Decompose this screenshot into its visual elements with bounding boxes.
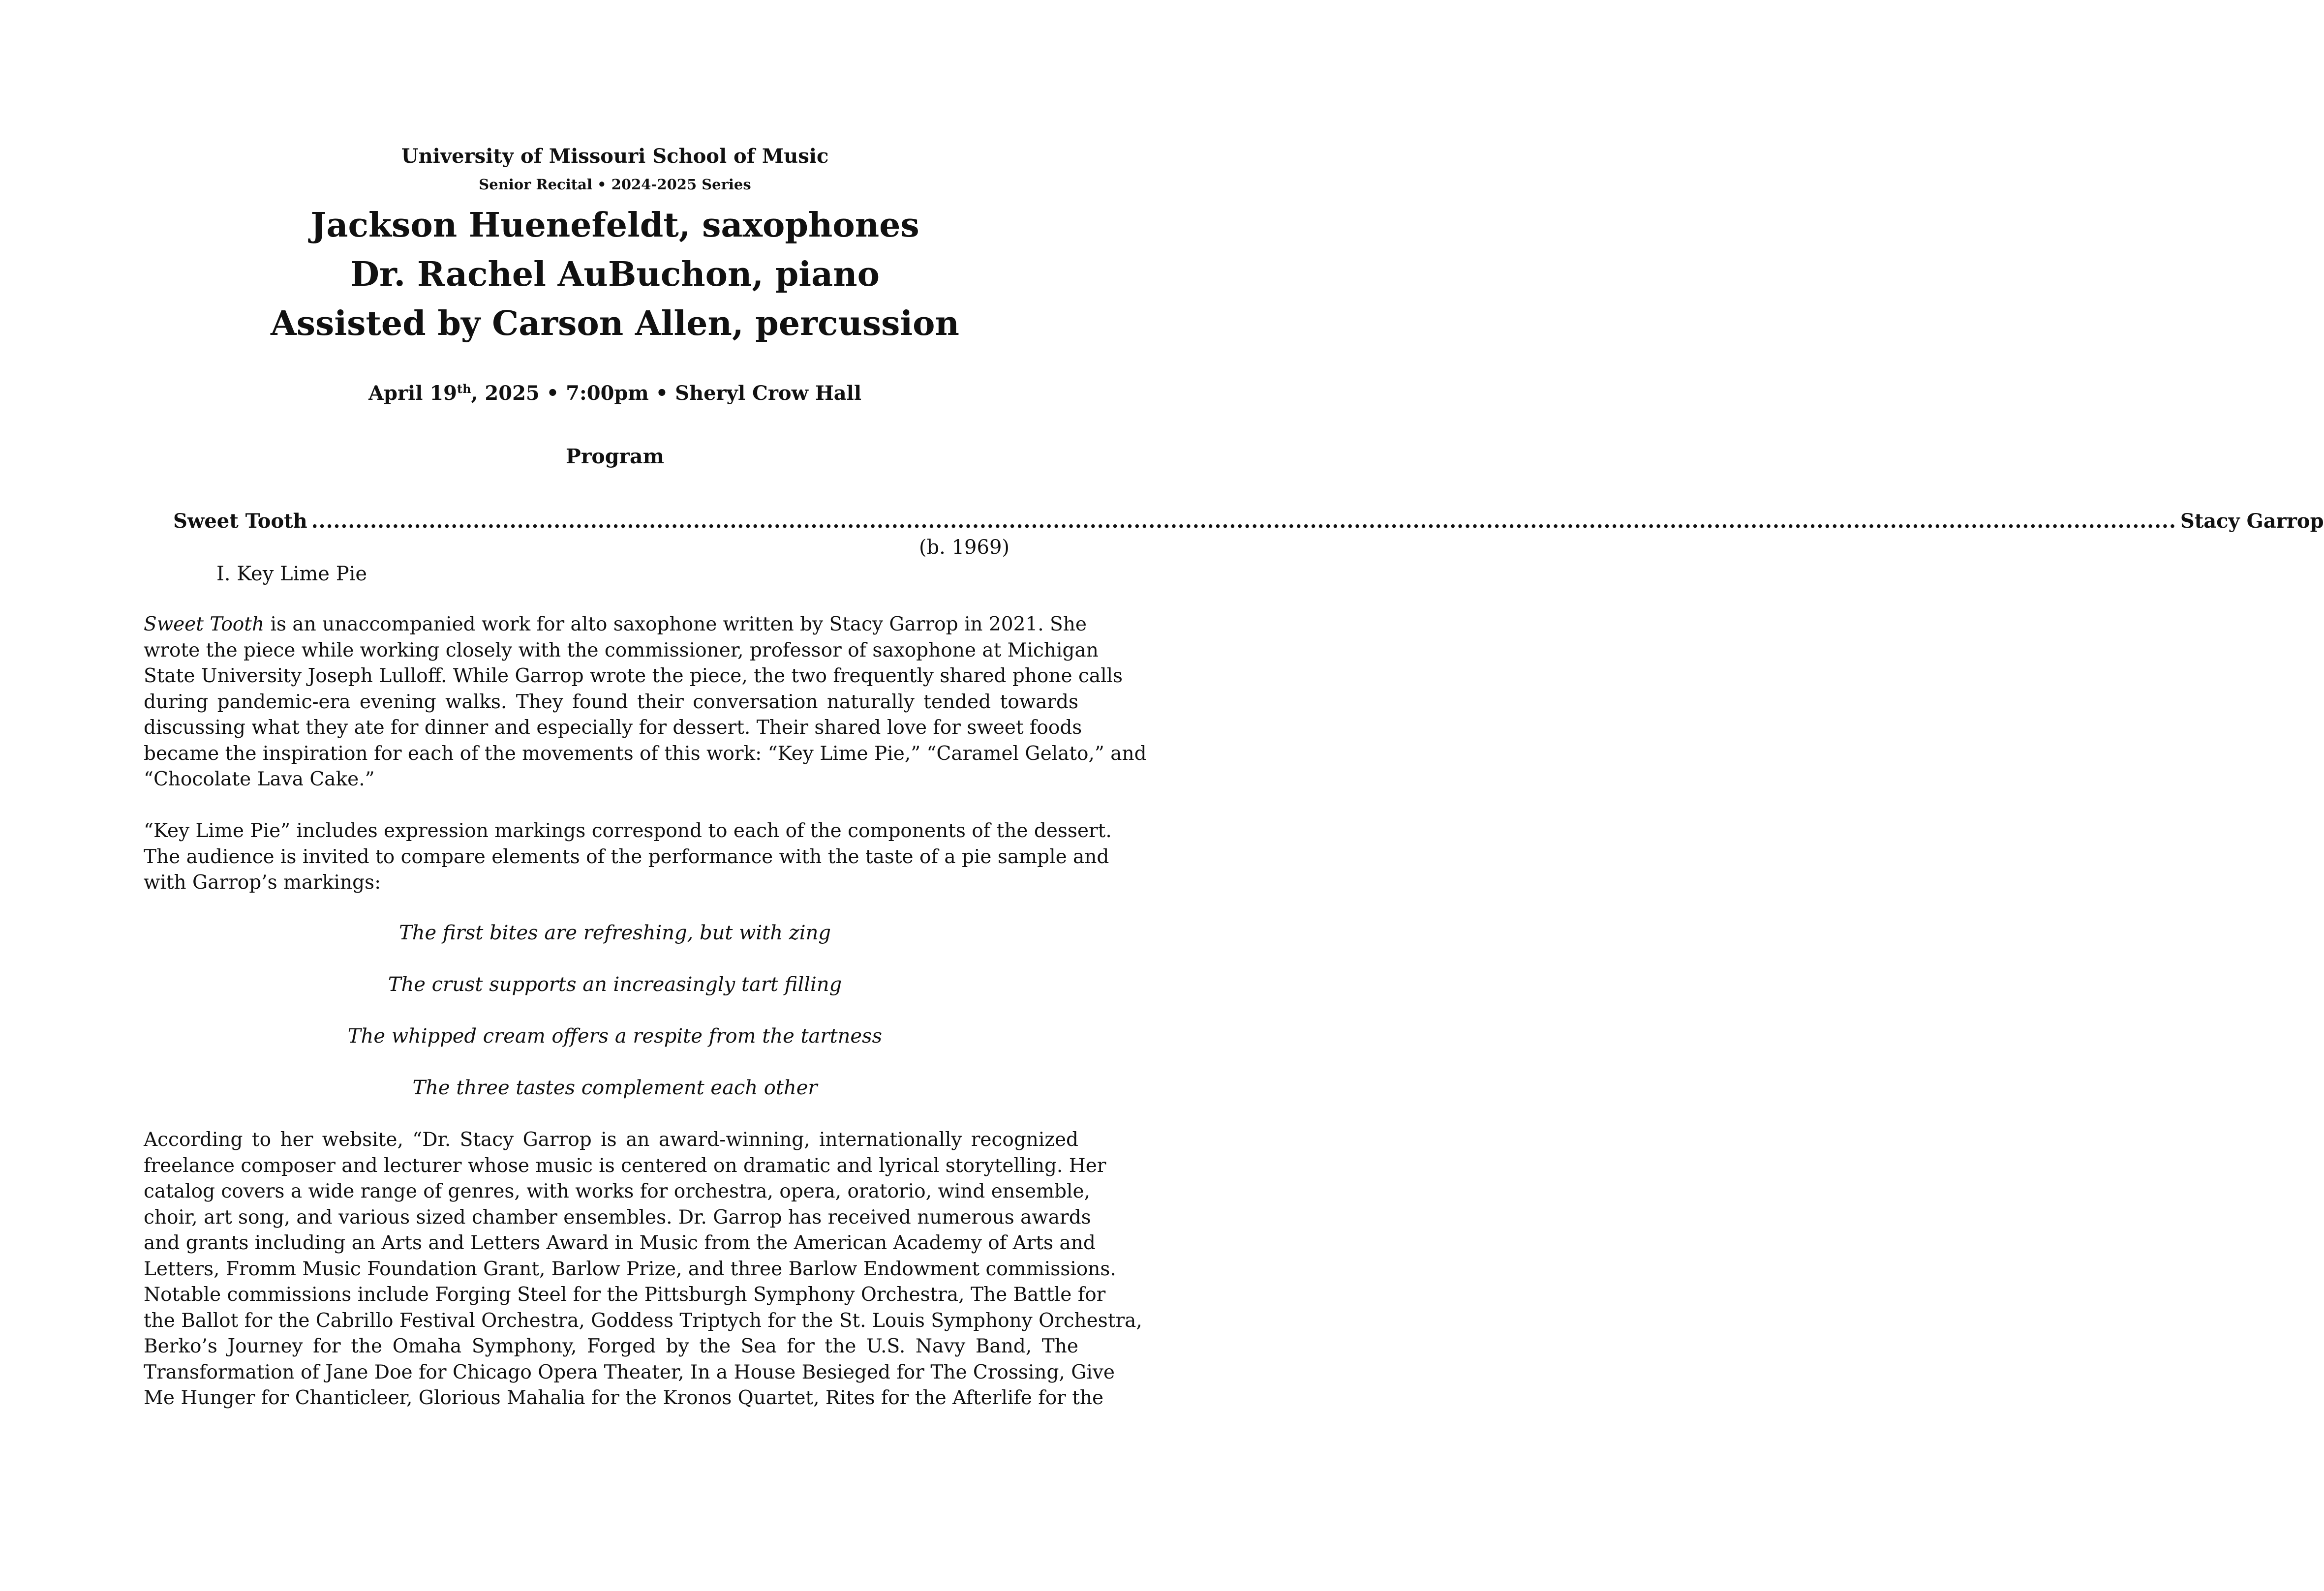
program-note-paragraph-1: [144, 612, 1147, 793]
note-line: “Chocolate Lava Cake.”: [144, 768, 375, 790]
composer-bio-paragraph: [144, 1127, 1142, 1411]
note-line: “Key Lime Pie” includes expression markings correspond to each of the components of the dessert.: [144, 820, 1112, 842]
note-line: wrote the piece while working closely with the commissioner, professor of saxophone at Michigan: [144, 639, 1099, 661]
composer-dates: (b. 1969): [918, 536, 1009, 559]
date-time-venue: , 2025 • 7:00pm • Sheryl Crow Hall: [471, 382, 862, 405]
marking-quote: The whipped cream offers a respite from the tartness: [347, 1025, 883, 1048]
work-title: Sweet Tooth: [173, 510, 307, 533]
marking-quote: The first bites are refreshing, but with zing: [399, 922, 831, 944]
program-entry: [173, 510, 2324, 533]
date-day: April 19: [368, 382, 458, 405]
note-line: during pandemic-era evening walks. They found their conversation naturally tended towards: [144, 690, 1078, 713]
bio-line: Me Hunger for Chanticleer, Glorious Mahalia for the Kronos Quartet, Rites for the Afterlife for the: [144, 1387, 1104, 1409]
bio-line: and grants including an Arts and Letters Award in Music from the American Academy of Arts and: [144, 1232, 1096, 1254]
program-heading: Program: [566, 445, 664, 468]
marking-quote: The crust supports an increasingly tart filling: [388, 973, 842, 996]
bio-line: Transformation of Jane Doe for Chicago Opera Theater, In a House Besieged for The Crossing, Give: [144, 1361, 1115, 1383]
note-line: became the inspiration for each of the movements of this work: “Key Lime Pie,” “Caramel Gelato,” and: [144, 742, 1147, 765]
movement-title: I. Key Lime Pie: [216, 563, 367, 585]
institution-heading: University of Missouri School of Music: [401, 145, 829, 168]
performer-percussion: Assisted by Carson Allen, percussion: [271, 304, 959, 343]
bio-line: catalog covers a wide range of genres, with works for orchestra, opera, oratorio, wind ensemble,: [144, 1180, 1090, 1202]
work-title-italic: Sweet Tooth: [144, 613, 265, 635]
bio-line: Letters, Fromm Music Foundation Grant, Barlow Prize, and three Barlow Endowment commissions.: [144, 1258, 1116, 1280]
bio-line: freelance composer and lecturer whose music is centered on dramatic and lyrical storytelling. Her: [144, 1154, 1106, 1177]
note-line: The audience is invited to compare elements of the performance with the taste of a pie sample and: [144, 845, 1109, 868]
performer-piano: Dr. Rachel AuBuchon, piano: [350, 255, 880, 294]
bio-line: According to her website, “Dr. Stacy Garrop is an award-winning, internationally recognized: [144, 1129, 1078, 1151]
bio-line: Berko’s Journey for the Omaha Symphony, Forged by the Sea for the U.S. Navy Band, The: [144, 1335, 1078, 1357]
marking-quote: The three tastes complement each other: [412, 1077, 818, 1099]
series-subheading: Senior Recital • 2024-2025 Series: [479, 176, 751, 193]
note-line: with Garrop’s markings:: [144, 871, 381, 894]
dot-leader: ..............................................................................................................................................................................................................................................................: [311, 510, 2176, 533]
note-line: State University Joseph Lulloff. While Garrop wrote the piece, the two frequently shared phone calls: [144, 665, 1123, 687]
performer-saxophone: Jackson Huenefeldt, saxophones: [310, 206, 919, 245]
composer-name: Stacy Garrop: [2180, 510, 2324, 533]
note-line: discussing what they ate for dinner and especially for dessert. Their shared love for sweet foods: [144, 717, 1082, 739]
date-suffix: th: [457, 382, 471, 396]
bio-line: choir, art song, and various sized chamber ensembles. Dr. Garrop has received numerous awards: [144, 1206, 1091, 1229]
note-line: Sweet Tooth is an unaccompanied work for alto saxophone written by Stacy Garrop in 2021. She: [144, 613, 1087, 635]
program-note-paragraph-2: [144, 818, 1112, 896]
bio-line: the Ballot for the Cabrillo Festival Orchestra, Goddess Triptych for the St. Louis Symphony Orchestra,: [144, 1309, 1142, 1332]
recital-date-line: [0, 382, 1230, 405]
bio-line: Notable commissions include Forging Steel for the Pittsburgh Symphony Orchestra, The Battle for: [144, 1284, 1106, 1306]
